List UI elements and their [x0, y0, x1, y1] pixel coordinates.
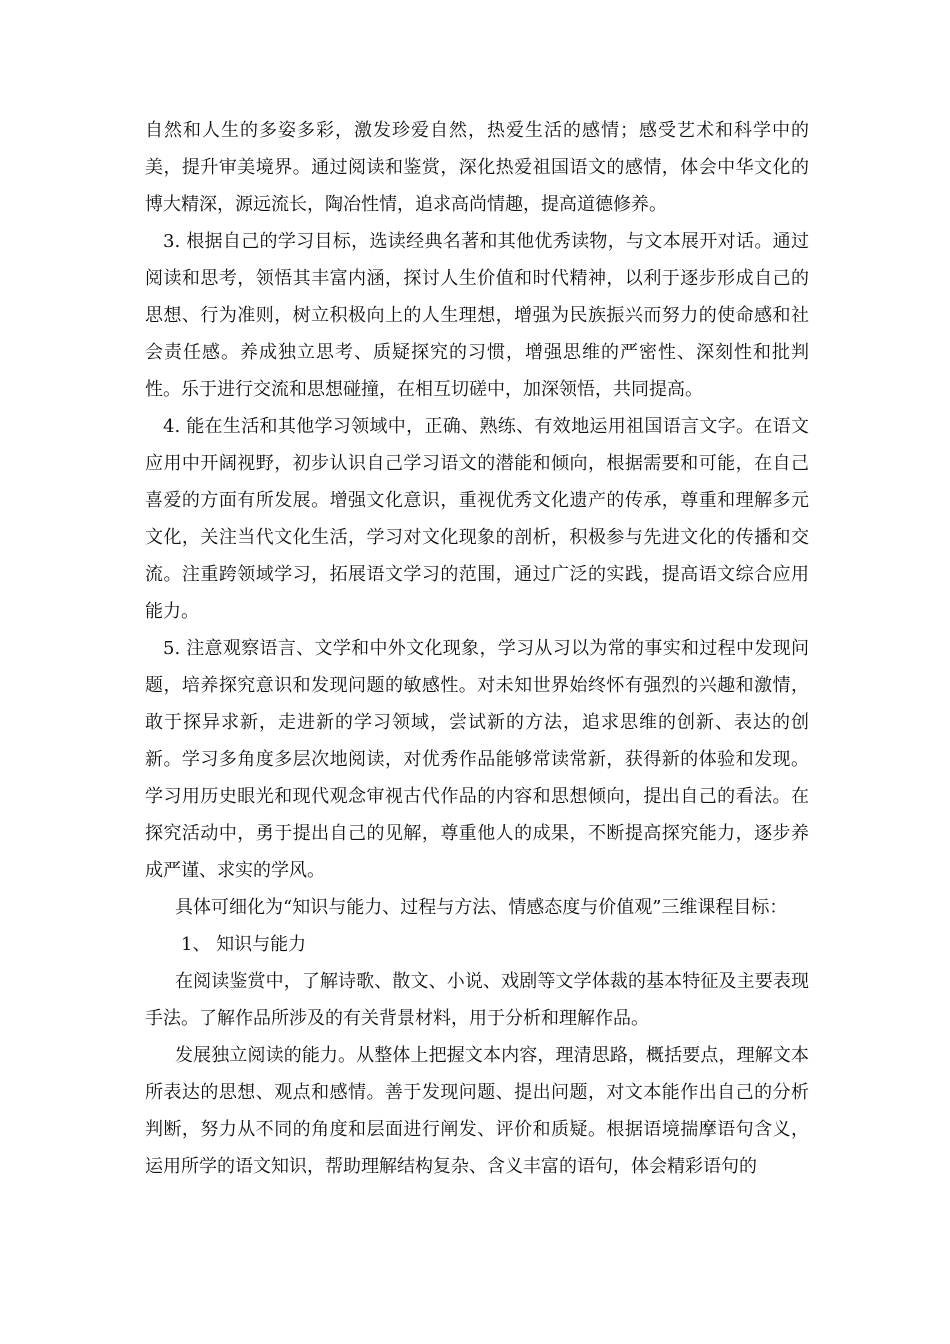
paragraph-reading-appreciation: 在阅读鉴赏中，了解诗歌、散文、小说、戏剧等文学体裁的基本特征及主要表现手法。了解作品所涉及的有关背景材料，用于分析和理解作品。 — [145, 971, 809, 1029]
paragraph-aesthetic-continuation: 自然和人生的多姿多彩，激发珍爱自然，热爱生活的感情；感受艺术和科学中的美，提升审美境界。通过阅读和鉴赏，深化热爱祖国语文的感情，体会中华文化的博大精深，源远流长，陶冶性情，追求高尚情趣，提高道德修养。 — [145, 120, 809, 215]
document-body — [145, 112, 809, 1185]
paragraph-three-dimensional-goals: 具体可细化为“知识与能力、过程与方法、情感态度与价值观”三维课程目标： — [175, 897, 788, 918]
paragraph-item-5: 5. 注意观察语言、文学和中外文化现象，学习从习以为常的事实和过程中发现问题，培养探究意识和发现问题的敏感性。对未知世界始终怀有强烈的兴趣和激情，敢于探异求新，走进新的学习领域，尝试新的方法，追求思维的创新、表达的创新。学习多角度多层次地阅读，对优秀作品能够常读常新，获得新的体验和发现。学习用历史眼光和现代观念审视古代作品的内容和思想倾向，提出自己的看法。在探究活动中，勇于提出自己的见解，尊重他人的成果，不断提高探究能力，逐步养成严谨、求实的学风。 — [145, 638, 809, 881]
paragraph-item-3: 3. 根据自己的学习目标，选读经典名著和其他优秀读物，与文本展开对话。通过阅读和思考，领悟其丰富内涵，探讨人生价值和时代精神，以利于逐步形成自己的思想、行为准则，树立积极向上的人生理想，增强为民族振兴而努力的使命感和社会责任感。养成独立思考、质疑探究的习惯，增强思维的严密性、深刻性和批判性。乐于进行交流和思想碰撞，在相互切磋中，加深领悟，共同提高。 — [145, 231, 809, 400]
paragraph-item-4: 4. 能在生活和其他学习领域中，正确、熟练、有效地运用祖国语言文字。在语文应用中开阔视野，初步认识自己学习语文的潜能和倾向，根据需要和可能，在自己喜爱的方面有所发展。增强文化意识，重视优秀文化遗产的传承，尊重和理解多元文化，关注当代文化生活，学习对文化现象的剖析，积极参与先进文化的传播和交流。注重跨领域学习，拓展语文学习的范围，通过广泛的实践，提高语文综合应用能力。 — [145, 416, 809, 622]
paragraph-independent-reading: 发展独立阅读的能力。从整体上把握文本内容，理清思路，概括要点，理解文本所表达的思想、观点和感情。善于发现问题、提出问题，对文本能作出自己的分析判断，努力从不同的角度和层面进行阐发、评价和质疑。根据语境揣摩语句含义，运用所学的语文知识，帮助理解结构复杂、含义丰富的语句，体会精彩语句的 — [145, 1045, 809, 1177]
section-heading-knowledge-ability: 1、 知识与能力 — [181, 934, 307, 955]
